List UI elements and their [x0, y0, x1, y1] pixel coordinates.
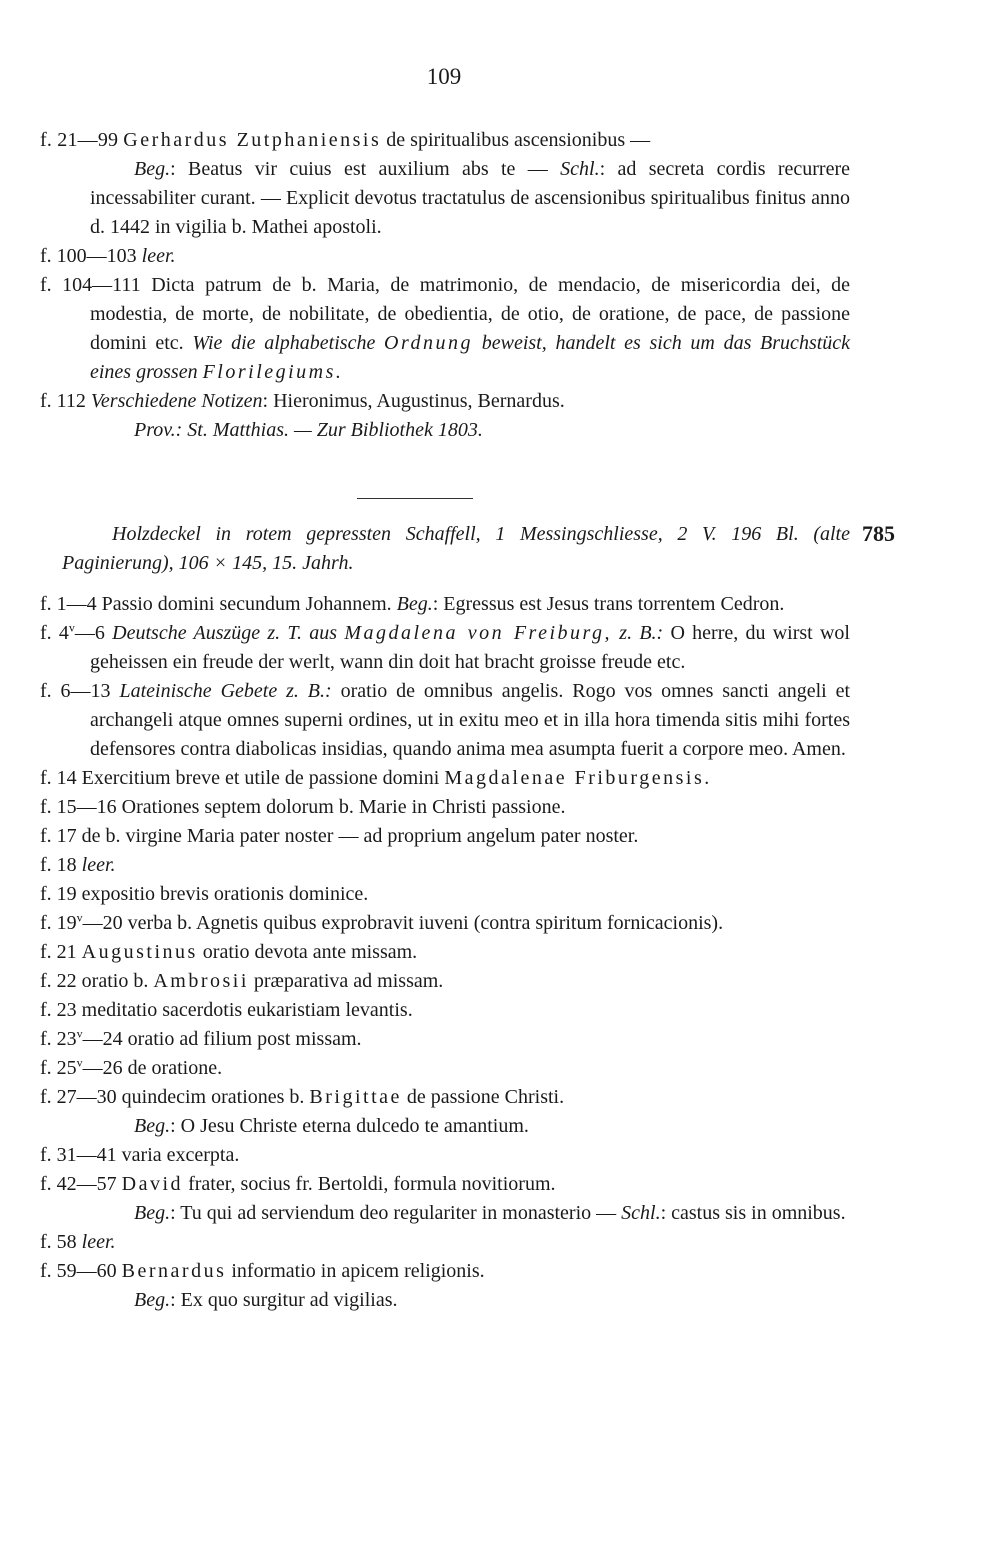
entry-text: expositio brevis orationis dominice. — [81, 883, 369, 905]
entry-text: oratio b. — [81, 970, 149, 992]
entry-text: de spiritualibus ascensionibus — — [386, 129, 651, 151]
author-name: Gerhardus Zutphaniensis — [123, 129, 382, 151]
folio-range: —6 — [74, 622, 105, 644]
folio: f. 1—4 — [40, 593, 97, 615]
entry-text: Orationes septem dolorum b. Marie in Christi passione. — [121, 796, 566, 818]
entry-note: leer. — [141, 245, 176, 267]
entry — [40, 271, 850, 387]
folio: f. 25 — [40, 1057, 77, 1079]
verso-mark: v — [76, 910, 83, 925]
folio: f. 21 — [40, 941, 77, 963]
entry — [40, 590, 850, 619]
folio: f. 6—13 — [40, 680, 111, 702]
folio: f. 23 — [40, 999, 77, 1021]
entry-text: de oratione. — [127, 1057, 223, 1079]
beg-label: Beg. — [134, 1202, 171, 1224]
folio: f. 31—41 — [40, 1144, 117, 1166]
folio: f. 59—60 — [40, 1260, 117, 1282]
entry-text: de b. virgine Maria pater noster — ad proprium angelum pater noster. — [81, 825, 639, 847]
entry — [40, 1170, 850, 1228]
entry-text: Exercitium breve et utile de passione domini — [81, 767, 440, 789]
entry-text: Passio domini secundum Johannem. — [101, 593, 392, 615]
editor-note-spaced: Florilegiums. — [202, 361, 344, 383]
entry-text: de passione Christi. — [406, 1086, 565, 1108]
beg-label: Beg. — [134, 158, 171, 180]
entry — [40, 1054, 850, 1083]
page-number: 109 — [426, 64, 462, 89]
entry — [40, 851, 850, 880]
folio: f. 4 — [40, 622, 69, 644]
folio-range: —26 — [82, 1057, 123, 1079]
folio: f. 58 — [40, 1231, 77, 1253]
entry-text: frater, socius fr. Bertoldi, formula novitiorum. — [188, 1173, 556, 1195]
editor-note-spaced: Ordnung — [384, 332, 474, 354]
folio-range: —24 — [82, 1028, 123, 1050]
verso-mark: v — [76, 1055, 83, 1070]
folio: f. 27—30 — [40, 1086, 117, 1108]
entry — [40, 619, 850, 677]
entry-text-spaced: Magdalenae Friburgensis. — [444, 767, 712, 789]
folio: f. 15—16 — [40, 796, 117, 818]
entry — [40, 387, 850, 445]
folio: f. 18 — [40, 854, 77, 876]
beg-label: Beg. — [134, 1115, 171, 1137]
folio: f. 42—57 — [40, 1173, 117, 1195]
editor-note: beweist, handelt es sich um das Bruchstück eines grossen — [90, 332, 851, 383]
author-name: Brigittae — [309, 1086, 402, 1108]
entry-text: meditatio sacerdotis eukaristiam levantis. — [81, 999, 413, 1021]
entry — [40, 126, 850, 242]
entry — [40, 1083, 850, 1141]
author-name: Augustinus — [81, 941, 198, 963]
beg-text: : Tu qui ad serviendum deo regulariter in monasterio — — [170, 1202, 617, 1224]
entries-section-1 — [40, 126, 850, 445]
folio: f. 22 — [40, 970, 77, 992]
folio: f. 104—111 — [40, 274, 141, 296]
entry-text: verba b. Agnetis quibus exprobravit iuveni (contra spiritum fornicacionis). — [127, 912, 724, 934]
author-name: Bernardus — [121, 1260, 227, 1282]
entry — [40, 677, 850, 764]
schl-label: Schl. — [621, 1202, 661, 1224]
entry-note: z. B.: — [619, 622, 664, 644]
beg-text: : O Jesu Christe eterna dulcedo te amantium. — [170, 1115, 529, 1137]
verso-mark: v — [76, 1026, 83, 1041]
entry — [40, 1141, 850, 1170]
entry — [40, 822, 850, 851]
entry-text: Dicta patrum de b. Maria, de matrimonio, de mendacio, de misericordia dei, de modestia, de morte, de nobilitate, de obedientia, de otio, de oratione, de pace, de passione domini etc. — [90, 274, 851, 354]
entry-note: Lateinische Gebete z. B.: — [119, 680, 332, 702]
entry-text: quindecim orationes b. — [121, 1086, 305, 1108]
editor-note: Wie die alphabetische — [192, 332, 376, 354]
schl-label: Schl. — [560, 158, 600, 180]
folio: f. 19 — [40, 912, 77, 934]
entry-text: oratio devota ante missam. — [202, 941, 418, 963]
entry-note: leer. — [81, 854, 116, 876]
author-name: David — [121, 1173, 184, 1195]
entry — [40, 793, 850, 822]
beg-text: : Ex quo surgitur ad vigilias. — [170, 1289, 398, 1311]
entry-text: varia excerpta. — [121, 1144, 240, 1166]
entry-text: præparativa ad missam. — [253, 970, 444, 992]
folio: f. 14 — [40, 767, 77, 789]
entry — [40, 1228, 850, 1257]
beg-text: : Egressus est Jesus trans torrentem Cedron. — [432, 593, 785, 615]
entry — [40, 242, 850, 271]
author-name: Ambrosii — [153, 970, 249, 992]
entry-note: leer. — [81, 1231, 116, 1253]
entry-text: O herre, du wirst wol geheissen ein freude der werlt, wann din doit hat bracht groisse freude etc. — [90, 622, 850, 673]
schl-text: : ad secreta cordis recurrere incessabiliter curant. — Explicit devotus tractatulus de ascensionibus spiritualibus finitus anno d. 1442 in vigilia b. Mathei apostoli. — [90, 158, 851, 238]
entry — [40, 909, 850, 938]
section-divider — [357, 498, 473, 499]
beg-label: Beg. — [134, 1289, 171, 1311]
folio: f. 112 — [40, 390, 86, 412]
beg-label: Beg. — [396, 593, 433, 615]
entry — [40, 967, 850, 996]
entry-note: Deutsche Auszüge z. T. aus — [112, 622, 338, 644]
entries-section-2 — [40, 590, 850, 1315]
entry-text: : Hieronimus, Augustinus, Bernardus. — [262, 390, 565, 412]
folio: f. 17 — [40, 825, 77, 847]
beg-text: : Beatus vir cuius est auxilium abs te — — [170, 158, 548, 180]
entry — [40, 1257, 850, 1315]
provenance: Prov.: St. Matthias. — Zur Bibliothek 1803. — [134, 419, 483, 441]
manuscript-description: Holzdeckel in rotem gepressten Schaffell, 1 Messingschliesse, 2 V. 196 Bl. (alte Paginierung), 106 × 145, 15. Jahrh. — [62, 523, 850, 574]
folio: f. 100—103 — [40, 245, 137, 267]
entry — [40, 996, 850, 1025]
entry — [40, 880, 850, 909]
folio: f. 21—99 — [40, 129, 119, 151]
schl-text: : castus sis in omnibus. — [660, 1202, 846, 1224]
folio-range: —20 — [82, 912, 123, 934]
verso-mark: v — [68, 620, 75, 635]
entry-note-spaced: Magdalena von Freiburg, — [344, 622, 613, 644]
entry-note: Verschiedene Notizen — [90, 390, 263, 412]
manuscript-number: 785 — [862, 521, 895, 546]
entry-text: informatio in apicem religionis. — [231, 1260, 485, 1282]
entry — [40, 1025, 850, 1054]
entry-text: oratio ad filium post missam. — [127, 1028, 362, 1050]
folio: f. 19 — [40, 883, 77, 905]
entry — [40, 764, 850, 793]
entry-text: oratio de omnibus angelis. Rogo vos omnes sancti angeli et archangeli atque omnes superni ordines, ut in exitu meo et in illa hora timenda sitis mihi fortes defensores contra diabolicas insidias, quando anima mea asumpta fuerit a corpore meo. Amen. — [90, 680, 851, 760]
entry — [40, 938, 850, 967]
folio: f. 23 — [40, 1028, 77, 1050]
